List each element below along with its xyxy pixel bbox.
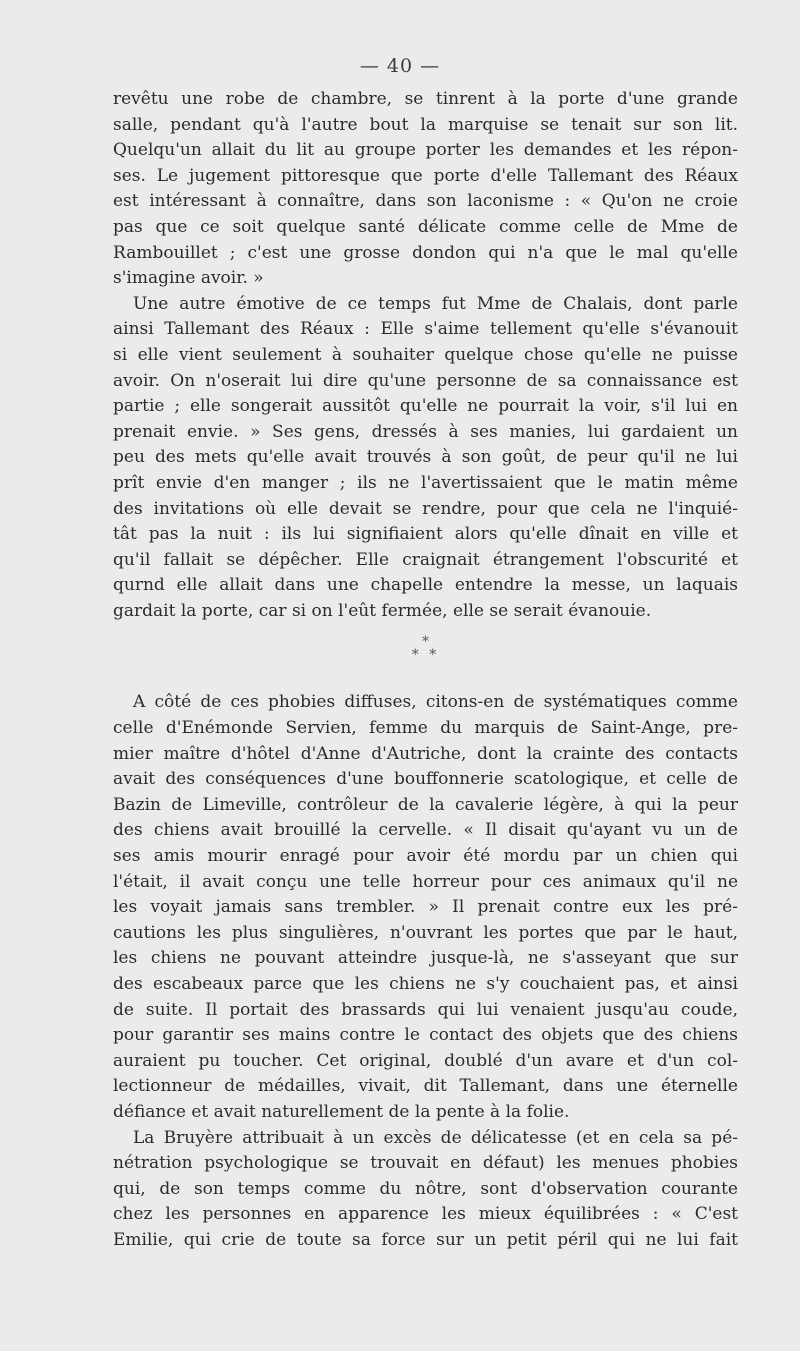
text-line: lectionneur de médailles, vivait, dit Tallemant, dans une éternelle [113, 1076, 738, 1097]
text-line: salle, pendant qu'à l'autre bout la marquise se tenait sur son lit. [113, 114, 738, 135]
text-line: peu des mets qu'elle avait trouvés à son goût, de peur qu'il ne lui [113, 447, 738, 468]
text-line: ses. Le jugement pittoresque que porte d'elle Tallemant des Réaux [113, 165, 738, 186]
paragraph [113, 87, 738, 292]
text-line: cautions les plus singulières, n'ouvrant les portes que par le haut, [113, 922, 738, 943]
text-line: tât pas la nuit : ils lui signifiaient alors qu'elle dînait en ville et [113, 524, 738, 545]
text-line: chez les personnes en apparence les mieux équilibrées : « C'est [113, 1204, 738, 1225]
separator-star-bottom: * * [411, 647, 440, 664]
paragraph [113, 292, 738, 625]
text-line: La Bruyère attribuait à un excès de délicatesse (et en cela sa pé- [133, 1127, 738, 1148]
text-line: qui, de son temps comme du nôtre, sont d'observation courante [113, 1178, 738, 1199]
text-line: qu'il fallait se dépêcher. Elle craignait étrangement l'obscurité et [113, 549, 738, 570]
text-line: l'était, il avait conçu une telle horreur pour ces animaux qu'il ne [113, 871, 738, 892]
text-line: A côté de ces phobies diffuses, citons-en de systématiques comme [133, 692, 738, 713]
text-line: Bazin de Limeville, contrôleur de la cavalerie légère, à qui la peur [113, 794, 738, 815]
text-line: celle d'Enémonde Servien, femme du marquis de Saint-Ange, pre- [113, 718, 738, 739]
text-line: pour garantir ses mains contre le contact des objets que des chiens [113, 1025, 738, 1046]
paragraph [113, 690, 738, 1125]
section-separator [113, 634, 738, 686]
text-line: ses amis mourir enragé pour avoir été mordu par un chien qui [113, 846, 738, 867]
text-line: des invitations où elle devait se rendre, pour que cela ne l'inquié- [113, 498, 738, 519]
separator-star-top: * [422, 634, 429, 651]
text-line: revêtu une robe de chambre, se tinrent à la porte d'une grande [113, 89, 738, 109]
text-line: avoir. On n'oserait lui dire qu'une personne de sa connaissance est [113, 370, 738, 391]
text-line: ainsi Tallemant des Réaux : Elle s'aime tellement qu'elle s'évanouit [113, 319, 738, 340]
text-line: pas que ce soit quelque santé délicate comme celle de Mme de [113, 216, 738, 237]
text-line: Emilie, qui crie de toute sa force sur un petit péril qui ne lui fait [113, 1229, 738, 1250]
text-line: s'imagine avoir. » [113, 268, 264, 289]
paragraph [113, 1126, 738, 1254]
text-line: Rambouillet ; c'est une grosse dondon qui n'a que le mal qu'elle [113, 242, 738, 263]
text-line: Une autre émotive de ce temps fut Mme de Chalais, dont parle [133, 293, 738, 314]
text-line: des escabeaux parce que les chiens ne s'y couchaient pas, et ainsi [113, 974, 738, 994]
text-line: des chiens avait brouillé la cervelle. « Il disait qu'ayant vu un de [113, 820, 738, 841]
text-line: mier maître d'hôtel d'Anne d'Autriche, dont la crainte des contacts [113, 743, 738, 764]
text-line: auraient pu toucher. Cet original, doublé d'un avare et d'un col- [113, 1050, 738, 1071]
text-line: nétration psychologique se trouvait en défaut) les menues phobies [113, 1153, 738, 1174]
text-line: les chiens ne pouvant atteindre jusque-là, ne s'asseyant que sur [113, 948, 738, 969]
text-line: prenait envie. » Ses gens, dressés à ses manies, lui gardaient un [113, 421, 738, 442]
text-line: partie ; elle songerait aussitôt qu'elle ne pourrait la voir, s'il lui en [113, 396, 738, 417]
text-line: Quelqu'un allait du lit au groupe porter les demandes et les répon- [113, 140, 738, 161]
text-line: avait des conséquences d'une bouffonnerie scatologique, et celle de [113, 769, 738, 790]
text-line: si elle vient seulement à souhaiter quelque chose qu'elle ne puisse [113, 344, 738, 365]
text-line: défiance et avait naturellement de la pente à la folie. [113, 1101, 570, 1122]
text-line: les voyait jamais sans trembler. » Il prenait contre eux les pré- [113, 897, 738, 918]
text-line: prît envie d'en manger ; ils ne l'avertissaient que le matin même [113, 472, 738, 493]
text-line: est intéressant à connaître, dans son laconisme : « Qu'on ne croie [113, 191, 738, 212]
text-line: gardait la porte, car si on l'eût fermée, elle se serait évanouie. [113, 600, 652, 621]
text-line: de suite. Il portait des brassards qui lui venaient jusqu'au coude, [113, 999, 738, 1020]
page-number: — 40 — [359, 55, 441, 77]
text-line: qurnd elle allait dans une chapelle entendre la messe, un laquais [113, 575, 738, 596]
body-text [113, 87, 738, 1254]
